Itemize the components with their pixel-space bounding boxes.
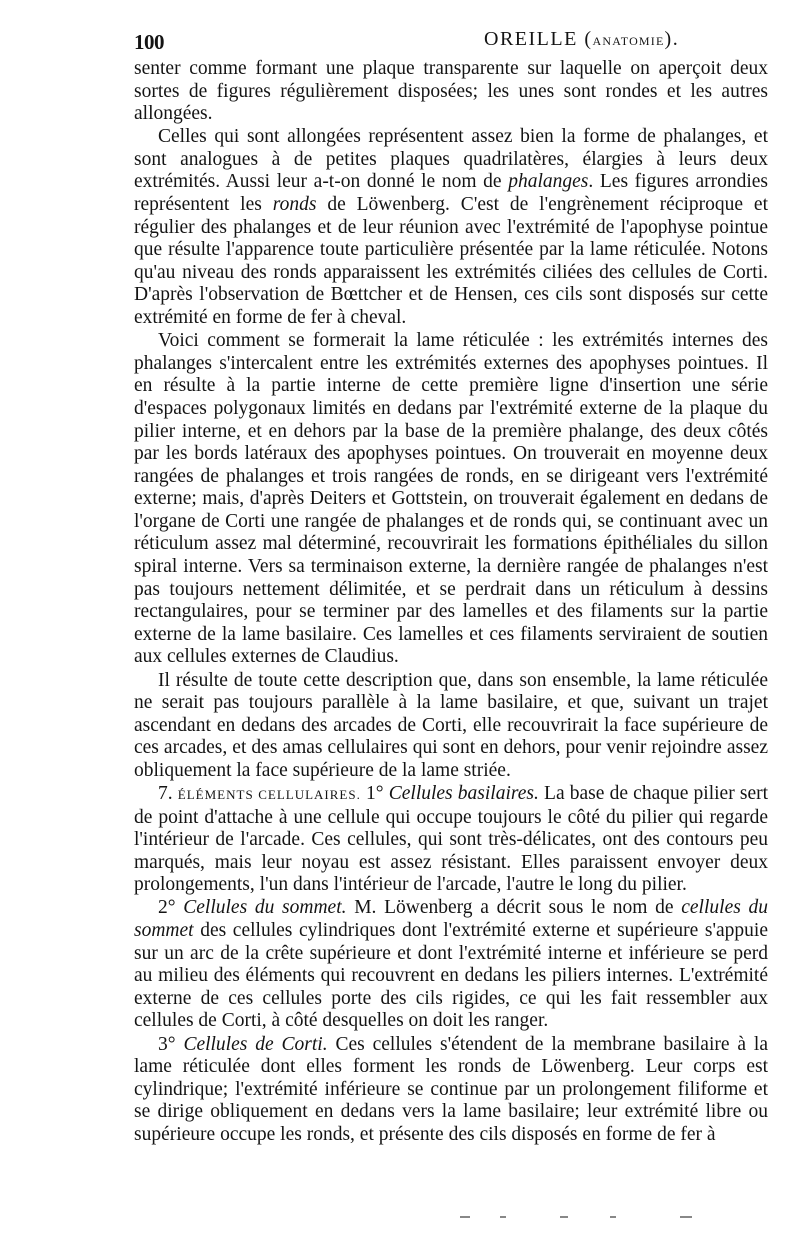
paragraph-text: La base de chaque pilier sert de point d'attache à une cellule qui occupe toujours le côté du pilier qui regarde l'intérieur de l'arcade. Ces cellules, qui sont très-délicates, ont des contours peu marqués, mais leur noyau est assez résistant. Elles paraissent envoyer deux prolongements, l'un dans l'intérieur de l'arcade, l'autre le long du pilier. bbox=[134, 783, 769, 896]
paragraph-elements-cellulaires bbox=[134, 783, 768, 897]
page-header bbox=[134, 22, 774, 56]
paragraph-cellules-du-sommet bbox=[134, 897, 768, 1033]
italic-term-phalanges: phalanges bbox=[508, 171, 589, 193]
paragraph-phalanges bbox=[134, 126, 768, 329]
running-subtitle-close: ). bbox=[664, 28, 680, 50]
section-heading: ÉLÉMENTS CELLULAIRES. bbox=[177, 787, 361, 802]
item-number: 2° bbox=[158, 897, 184, 919]
print-marks bbox=[460, 1216, 760, 1222]
paragraph-text: . Les figures arrondies représentent les bbox=[134, 171, 769, 216]
subheading-cellules-de-corti: Cellules de Corti. bbox=[183, 1033, 328, 1055]
paragraph-text: des cellules cylindriques dont l'extrémité externe et supérieure s'appuie sur un arc de la crête supérieure et dont l'extrémité interne et inférieure se perd au milieu des éléments qui recouvrent en dedans les piliers internes. L'extrémité externe de ces cellules porte des cils rigides, ce qui les fait ressembler aux cellules de Corti, à côté desquelles on doit les ranger. bbox=[134, 920, 768, 1032]
subheading-cellules-basilaires: Cellules basilaires. bbox=[388, 783, 539, 804]
running-head bbox=[484, 28, 679, 51]
italic-term-cellules-du-sommet: cellules du sommet bbox=[134, 897, 768, 942]
print-mark bbox=[460, 1216, 470, 1218]
paragraph-description: Il résulte de toute cette description que, dans son ensemble, la lame réticulée ne serait pas toujours parallèle à la lame basilaire, et que, suivant un trajet ascendant en dedans des arcades de Corti, elle recouvrirait la face supérieure de ces arcades, et des amas cellulaires qui sont en dehors, pour venir rejoindre assez obliquement la face supérieure de la lame striée. bbox=[134, 669, 768, 781]
print-mark bbox=[500, 1216, 506, 1218]
running-subtitle-open: ( bbox=[584, 28, 593, 50]
paragraph-text: de Löwenberg. C'est de l'engrènement réciproque et régulier des phalanges et de leur réunion avec l'extrémité de l'apophyse pointue que résulte l'apparence toute particulière présentée par la lame réticulée. Notons qu'au niveau des ronds apparaissent les extrémités ciliées des cellules de Corti. D'après l'observation de Bœttcher et de Hensen, ces cils sont disposés sur cette extrémité en forme de fer à cheval. bbox=[134, 194, 768, 329]
print-mark bbox=[610, 1216, 616, 1218]
print-mark bbox=[680, 1216, 692, 1218]
body-text bbox=[134, 58, 768, 1147]
paragraph-text: Ces cellules s'étendent de la membrane basilaire à la lame réticulée dont elles forment les ronds de Löwenberg. Leur corps est cylindrique; l'extrémité inférieure se continue par un prolongement filiforme et se dirige obliquement en dedans vers la lame basilaire; leur extrémité libre ou supérieure occupe les ronds, et présente des cils disposés en forme de fer à bbox=[134, 1033, 768, 1145]
running-title: OREILLE bbox=[484, 28, 578, 50]
item-number: 3° bbox=[158, 1033, 184, 1055]
subheading-cellules-du-sommet: Cellules du sommet. bbox=[183, 897, 347, 919]
section-number: 7. bbox=[158, 783, 178, 804]
paragraph-text: M. Löwenberg a décrit sous le nom de bbox=[346, 897, 682, 919]
italic-term-ronds: ronds bbox=[272, 194, 317, 216]
paragraph-lame-reticulee: Voici comment se formerait la lame réticulée : les extrémités internes des phalanges s'intercalent entre les extrémités externes des apophyses pointues. Il en résulte à la partie interne de cette première ligne d'insertion une série d'espaces polygonaux limités en dedans par l'extrémité externe de la plaque du pilier interne, et en dehors par la base de la première phalange, des deux côtés par les bords latéraux des apophyses pointues. On trouverait en moyenne deux rangées de phalanges et trois rangées de ronds, en se dirigeant vers l'extrémité externe; mais, d'après Deiters et Gottstein, on trouverait également en dedans de l'organe de Corti une rangée de phalanges et de ronds qui, se continuant avec un réticulum assez mal déterminé, recouvrirait les formations épithéliales du sillon spiral interne. Vers sa terminaison externe, la dernière rangée de phalanges n'est pas toujours nettement délimitée, et se perdrait dans un réticulum à dessins rectangulaires, pour se terminer par des lamelles et des filaments sur la partie externe de la lame basilaire. Ces lamelles et ces filaments serviraient de soutien aux cellules externes de Claudius. bbox=[134, 330, 768, 668]
paragraph-cellules-de-corti bbox=[134, 1034, 768, 1147]
print-mark bbox=[560, 1216, 568, 1218]
page-number: 100 bbox=[134, 30, 164, 54]
paragraph-continuation: senter comme formant une plaque transparente sur laquelle on aperçoit deux sortes de figures régulièrement disposées; les unes sont rondes et les autres allongées. bbox=[134, 58, 768, 125]
paragraph-text: Celles qui sont allongées représentent assez bien la forme de phalanges, et sont analogues à de petites plaques quadrilatères, élargies à leurs deux extrémités. Aussi leur a-t-on donné le nom de bbox=[134, 126, 768, 193]
item-number: 1° bbox=[360, 783, 389, 804]
running-subtitle: ANATOMIE bbox=[592, 34, 665, 48]
